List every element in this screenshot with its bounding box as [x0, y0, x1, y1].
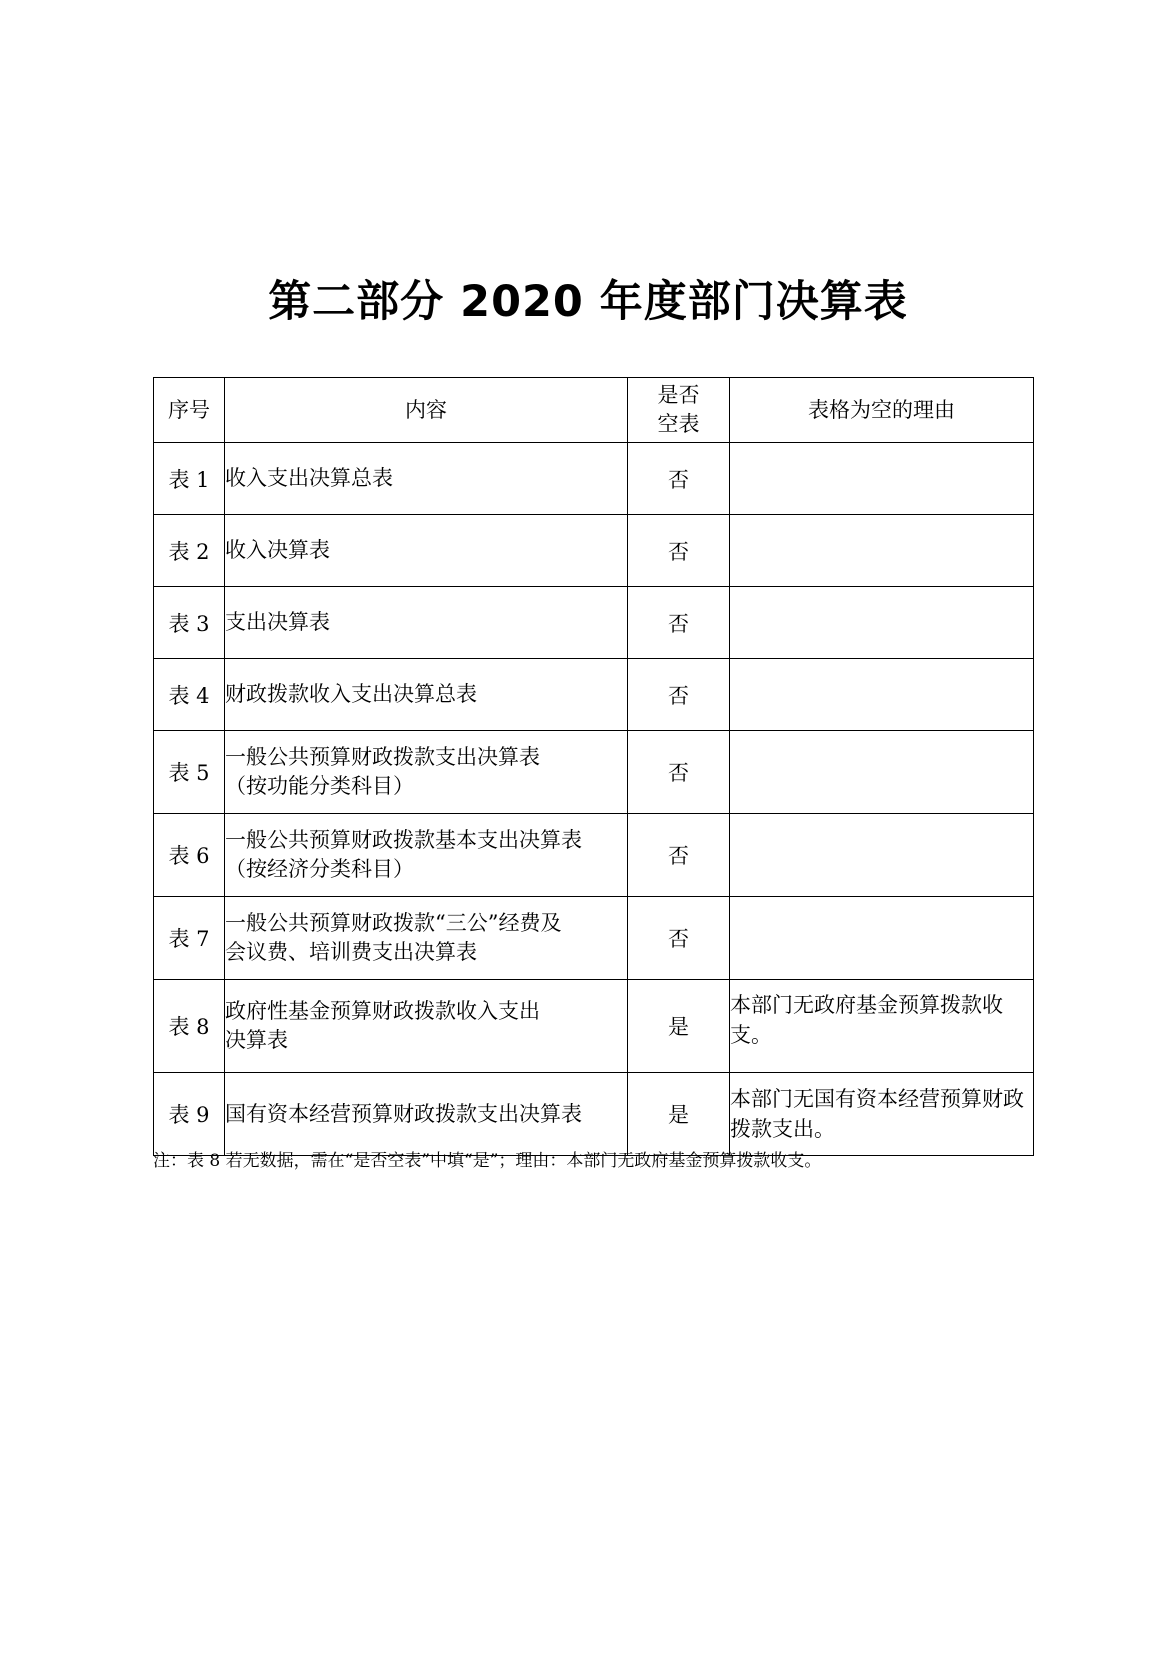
- row-reason: 本部门无政府基金预算拨款收支。: [730, 980, 1034, 1073]
- table-row: [154, 443, 1034, 515]
- table-row: [154, 897, 1034, 980]
- row-content-line1: 一般公共预算财政拨款“三公”经费及: [225, 911, 562, 935]
- row-is-empty: 否: [628, 897, 730, 980]
- table-row: [154, 587, 1034, 659]
- header-no: 序号: [154, 378, 225, 443]
- footnote: 注：表 8 若无数据，需在“是否空表”中填“是”；理由：本部门无政府基金预算拨款收支。: [153, 1151, 822, 1171]
- row-is-empty: 否: [628, 515, 730, 587]
- row-no: 表 9: [154, 1073, 225, 1156]
- header-is-empty-line2: 空表: [657, 412, 700, 436]
- table-row: [154, 515, 1034, 587]
- row-no: 表 5: [154, 731, 225, 814]
- row-content: [225, 980, 628, 1073]
- row-reason: [730, 814, 1034, 897]
- row-content-line2: 决算表: [225, 1028, 288, 1052]
- row-no: 表 4: [154, 659, 225, 731]
- budget-table: [153, 377, 1034, 1156]
- row-content: [225, 897, 628, 980]
- header-content: 内容: [225, 378, 628, 443]
- row-content: [225, 659, 628, 731]
- row-no: 表 1: [154, 443, 225, 515]
- row-is-empty: 是: [628, 1073, 730, 1156]
- table-row: [154, 980, 1034, 1073]
- table-header-row: [154, 378, 1034, 443]
- row-no: 表 8: [154, 980, 225, 1073]
- row-content: [225, 814, 628, 897]
- row-reason: 本部门无国有资本经营预算财政拨款支出。: [730, 1073, 1034, 1156]
- table-row: [154, 1073, 1034, 1156]
- row-content-line1: 支出决算表: [225, 610, 330, 634]
- row-content: [225, 731, 628, 814]
- row-content-line2: （按经济分类科目）: [225, 857, 414, 881]
- row-is-empty: 否: [628, 731, 730, 814]
- row-content: [225, 587, 628, 659]
- row-content-line1: 收入决算表: [225, 538, 330, 562]
- row-content-line2: （按功能分类科目）: [225, 774, 414, 798]
- row-content-line1: 收入支出决算总表: [225, 466, 393, 490]
- row-is-empty: 否: [628, 443, 730, 515]
- header-is-empty-line1: 是否: [657, 383, 700, 407]
- row-no: 表 6: [154, 814, 225, 897]
- row-content-line1: 一般公共预算财政拨款支出决算表: [225, 745, 540, 769]
- row-is-empty: 是: [628, 980, 730, 1073]
- row-reason: [730, 587, 1034, 659]
- table-row: [154, 814, 1034, 897]
- header-is-empty: [628, 378, 730, 443]
- row-content-line1: 国有资本经营预算财政拨款支出决算表: [225, 1101, 582, 1126]
- row-reason: [730, 443, 1034, 515]
- row-reason: [730, 659, 1034, 731]
- row-content: [225, 1073, 628, 1156]
- row-is-empty: 否: [628, 659, 730, 731]
- table-row: [154, 731, 1034, 814]
- header-reason: 表格为空的理由: [730, 378, 1034, 443]
- row-reason: [730, 731, 1034, 814]
- row-content-line1: 政府性基金预算财政拨款收入支出: [225, 999, 540, 1023]
- row-no: 表 2: [154, 515, 225, 587]
- row-content-line1: 一般公共预算财政拨款基本支出决算表: [225, 828, 582, 852]
- row-content-line2: 会议费、培训费支出决算表: [225, 940, 477, 964]
- row-content: [225, 515, 628, 587]
- row-reason: [730, 515, 1034, 587]
- row-reason: [730, 897, 1034, 980]
- row-content-line1: 财政拨款收入支出决算总表: [225, 682, 477, 706]
- row-no: 表 7: [154, 897, 225, 980]
- page-title: 第二部分 2020 年度部门决算表: [268, 277, 908, 327]
- row-content: [225, 443, 628, 515]
- row-no: 表 3: [154, 587, 225, 659]
- row-is-empty: 否: [628, 587, 730, 659]
- table-row: [154, 659, 1034, 731]
- row-is-empty: 否: [628, 814, 730, 897]
